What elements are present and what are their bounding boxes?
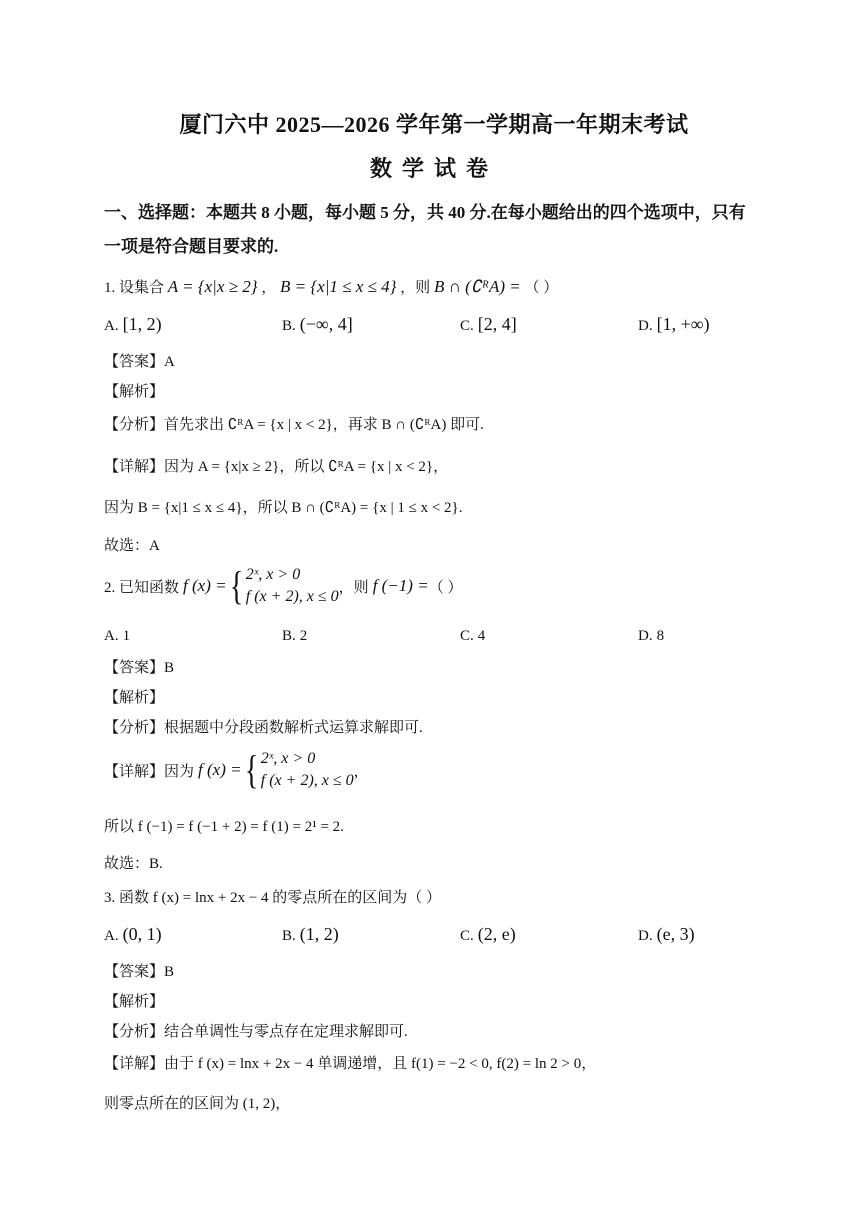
q2-detail-suffix: ， [353, 763, 369, 780]
q1-stem-prefix: 1. 设集合 [104, 280, 165, 296]
q1-expr: B ∩ (∁ᴿA) = [433, 277, 521, 296]
q1-fenxi: 【分析】首先求出 ∁ᴿA = {x | x < 2}，再求 B ∩ (∁ᴿA) 即可. [104, 417, 484, 433]
q2-case-1: 2ˣ, x > 0 [245, 566, 301, 583]
q1-option-d [638, 314, 710, 335]
option-label: B. [282, 628, 296, 644]
q1-detail-2: 因为 B = {x|1 ≤ x ≤ 4}，所以 B ∩ (∁ᴿA) = {x | 1 ≤ x < 2}. [104, 500, 463, 516]
q1-stem [104, 276, 558, 297]
q3-detail-1: 【详解】由于 f (x) = lnx + 2x − 4 单调递增，且 f(1) = −2 < 0, f(2) = ln 2 > 0， [104, 1056, 597, 1072]
option-label: C. [460, 628, 474, 644]
left-brace: { [229, 563, 243, 608]
q2-answer: 【答案】B [104, 660, 175, 676]
q1-detail-1: 【详解】因为 A = {x|x ≥ 2}，所以 ∁ᴿA = {x | x < 2}， [104, 459, 449, 475]
q3-option-b [282, 924, 339, 945]
q3-stem: 3. 函数 f (x) = lnx + 2x − 4 的零点所在的区间为（ ） [104, 890, 442, 906]
left-brace: { [244, 747, 258, 792]
section-heading-line1: 一、选择题：本题共 8 小题，每小题 5 分，共 40 分.在每小题给出的四个选项中，只有 [104, 203, 746, 222]
q3-option-c [460, 924, 516, 945]
option-value: 4 [477, 628, 486, 644]
page-title: 厦门六中 2025—2026 学年第一学期高一年期末考试 [179, 112, 689, 137]
option-value: [1, 2) [122, 314, 162, 334]
option-label: A. [104, 628, 119, 644]
q2-expr: f (−1) = [372, 576, 429, 595]
q1-option-c [460, 314, 517, 335]
option-value: (0, 1) [122, 924, 162, 944]
section-heading-line2: 一项是符合题目要求的. [104, 237, 279, 256]
q3-detail-2: 则零点所在的区间为 (1, 2)， [104, 1096, 291, 1112]
q2-analysis-head: 【解析】 [104, 690, 165, 706]
q2-stem [104, 564, 462, 608]
q1-stem-suffix: ，则 [400, 280, 431, 296]
q2-case-2: f (x + 2), x ≤ 0 [245, 588, 339, 605]
q2-stem-suffix: ，则 [338, 579, 369, 596]
q1-set-b: B = {x|1 ≤ x ≤ 4} [280, 277, 397, 296]
q1-option-b [282, 314, 353, 335]
option-label: C. [460, 318, 474, 334]
q2-detail-cases [261, 748, 354, 792]
q2-detail-prefix: 【详解】因为 [104, 763, 195, 780]
option-label: D. [638, 928, 653, 944]
option-value: 1 [122, 628, 131, 644]
q2-detail-case-2: f (x + 2), x ≤ 0 [260, 772, 354, 789]
q1-option-a [104, 314, 162, 335]
q3-analysis-head: 【解析】 [104, 994, 165, 1010]
q3-fenxi: 【分析】结合单调性与零点存在定理求解即可. [104, 1024, 408, 1040]
q2-detail-1 [104, 748, 369, 792]
q2-fenxi: 【分析】根据题中分段函数解析式运算求解即可. [104, 720, 423, 736]
q1-answer: 【答案】A [104, 354, 175, 370]
option-value: (−∞, 4] [299, 314, 353, 334]
q2-f-lhs: f (x) = [183, 576, 227, 595]
option-value: 8 [656, 628, 665, 644]
q2-choose: 故选：B. [104, 856, 163, 872]
option-value: [2, 4] [477, 314, 517, 334]
option-label: A. [104, 318, 119, 334]
option-value: [1, +∞) [656, 314, 710, 334]
q2-option-d [638, 628, 664, 645]
q3-answer: 【答案】B [104, 964, 175, 980]
q2-option-c [460, 628, 485, 645]
q2-option-a [104, 628, 130, 645]
q2-detail-f-lhs: f (x) = [198, 760, 242, 779]
q3-option-a [104, 924, 162, 945]
q2-detail-case-1: 2ˣ, x > 0 [260, 750, 316, 767]
option-value: (e, 3) [656, 924, 695, 944]
option-label: B. [282, 928, 296, 944]
q2-stem-prefix: 2. 已知函数 [104, 579, 180, 596]
option-label: B. [282, 318, 296, 334]
q2-blank: （ ） [428, 579, 463, 596]
q1-sep: ， [261, 280, 277, 296]
q1-blank: （ ） [524, 280, 559, 296]
option-value: (1, 2) [299, 924, 339, 944]
option-value: (2, e) [477, 924, 516, 944]
option-label: D. [638, 628, 653, 644]
q2-detail-2: 所以 f (−1) = f (−1 + 2) = f (1) = 2¹ = 2. [104, 819, 344, 835]
option-label: D. [638, 318, 653, 334]
option-value: 2 [299, 628, 308, 644]
q1-set-a: A = {x|x ≥ 2} [167, 277, 258, 296]
option-label: A. [104, 928, 119, 944]
q2-cases [246, 564, 339, 608]
q2-option-b [282, 628, 307, 645]
q1-analysis-head: 【解析】 [104, 384, 165, 400]
option-label: C. [460, 928, 474, 944]
q1-choose: 故选：A [104, 538, 160, 554]
page-subtitle: 数学试卷 [369, 156, 498, 181]
q3-option-d [638, 924, 695, 945]
